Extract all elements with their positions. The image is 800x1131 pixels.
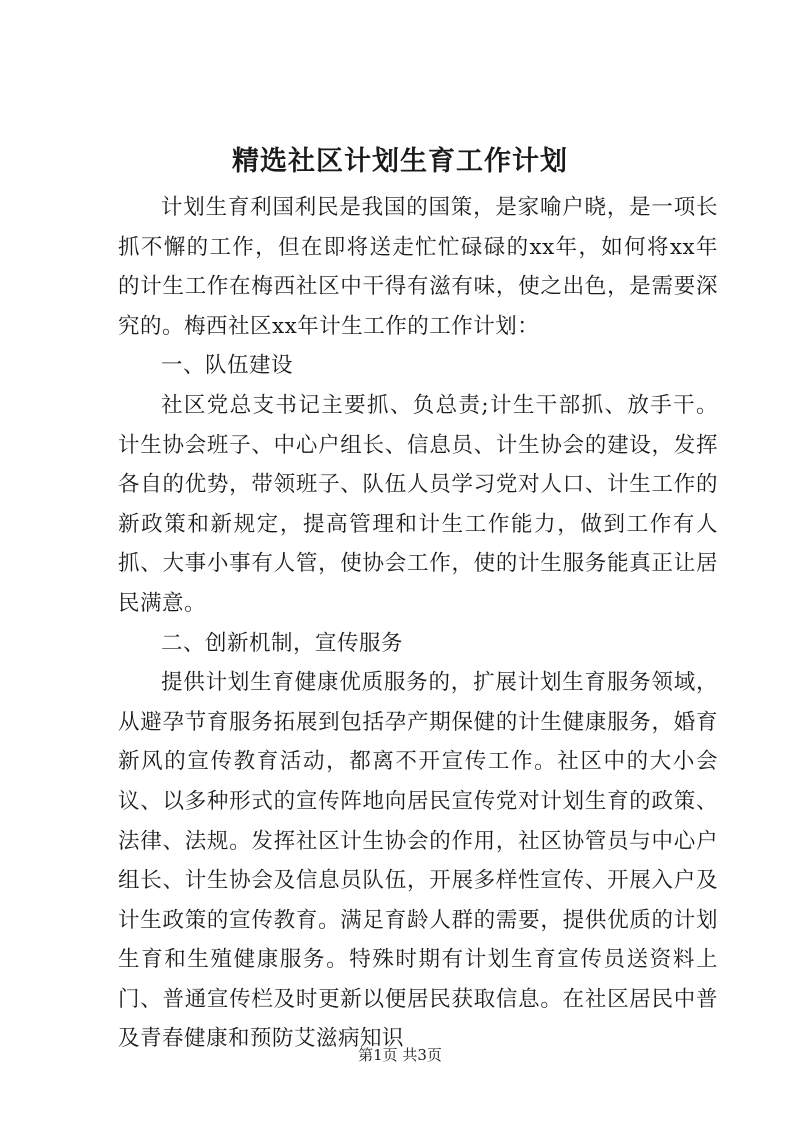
section-heading-innovation: 二、创新机制，宣传服务 (161, 630, 404, 656)
section-body-team-building: 社区党总支书记主要抓、负总责;计生干部抓、放手干。计生协会班子、中心户组长、信息员、计生协会的建设，发挥各自的优势，带领班子、队伍人员学习党对人口、计生工作的新政策和新规定，提高管理和计生工作能力，做到工作有人抓、大事小事有人管，使协会工作，使的计生服务能真正让居民满意。 (118, 392, 718, 616)
document-title: 精选社区计划生育工作计划 (232, 146, 568, 177)
page-footer: 第1页 共3页 (358, 1046, 442, 1064)
section-body-innovation: 提供计划生育健康优质服务的，扩展计划生育服务领域，从避孕节育服务拓展到包括孕产期保健的计生健康服务，婚育新风的宣传教育活动，都离不开宣传工作。社区中的大小会议、以多种形式的宣传阵地向居民宣传党对计划生育的政策、法律、法规。发挥社区计生协会的作用，社区协管员与中心户组长、计生协会及信息员队伍，开展多样性宣传、开展入户及计生政策的宣传教育。满足育龄人群的需要，提供优质的计划生育和生殖健康服务。特殊时期有计划生育宣传员送资料上门、普通宣传栏及时更新以便居民获取信息。在社区居民中普及青春健康和预防艾滋病知识 (118, 670, 718, 1052)
document-body (118, 188, 718, 1059)
section-heading-team-building: 一、队伍建设 (161, 353, 294, 379)
intro-paragraph: 计划生育利国利民是我国的国策，是家喻户晓，是一项长抓不懈的工作，但在即将送走忙忙碌碌的xx年，如何将xx年的计生工作在梅西社区中干得有滋有味，使之出色，是需要深究的。梅西社区xx年计生工作的工作计划： (118, 195, 718, 339)
